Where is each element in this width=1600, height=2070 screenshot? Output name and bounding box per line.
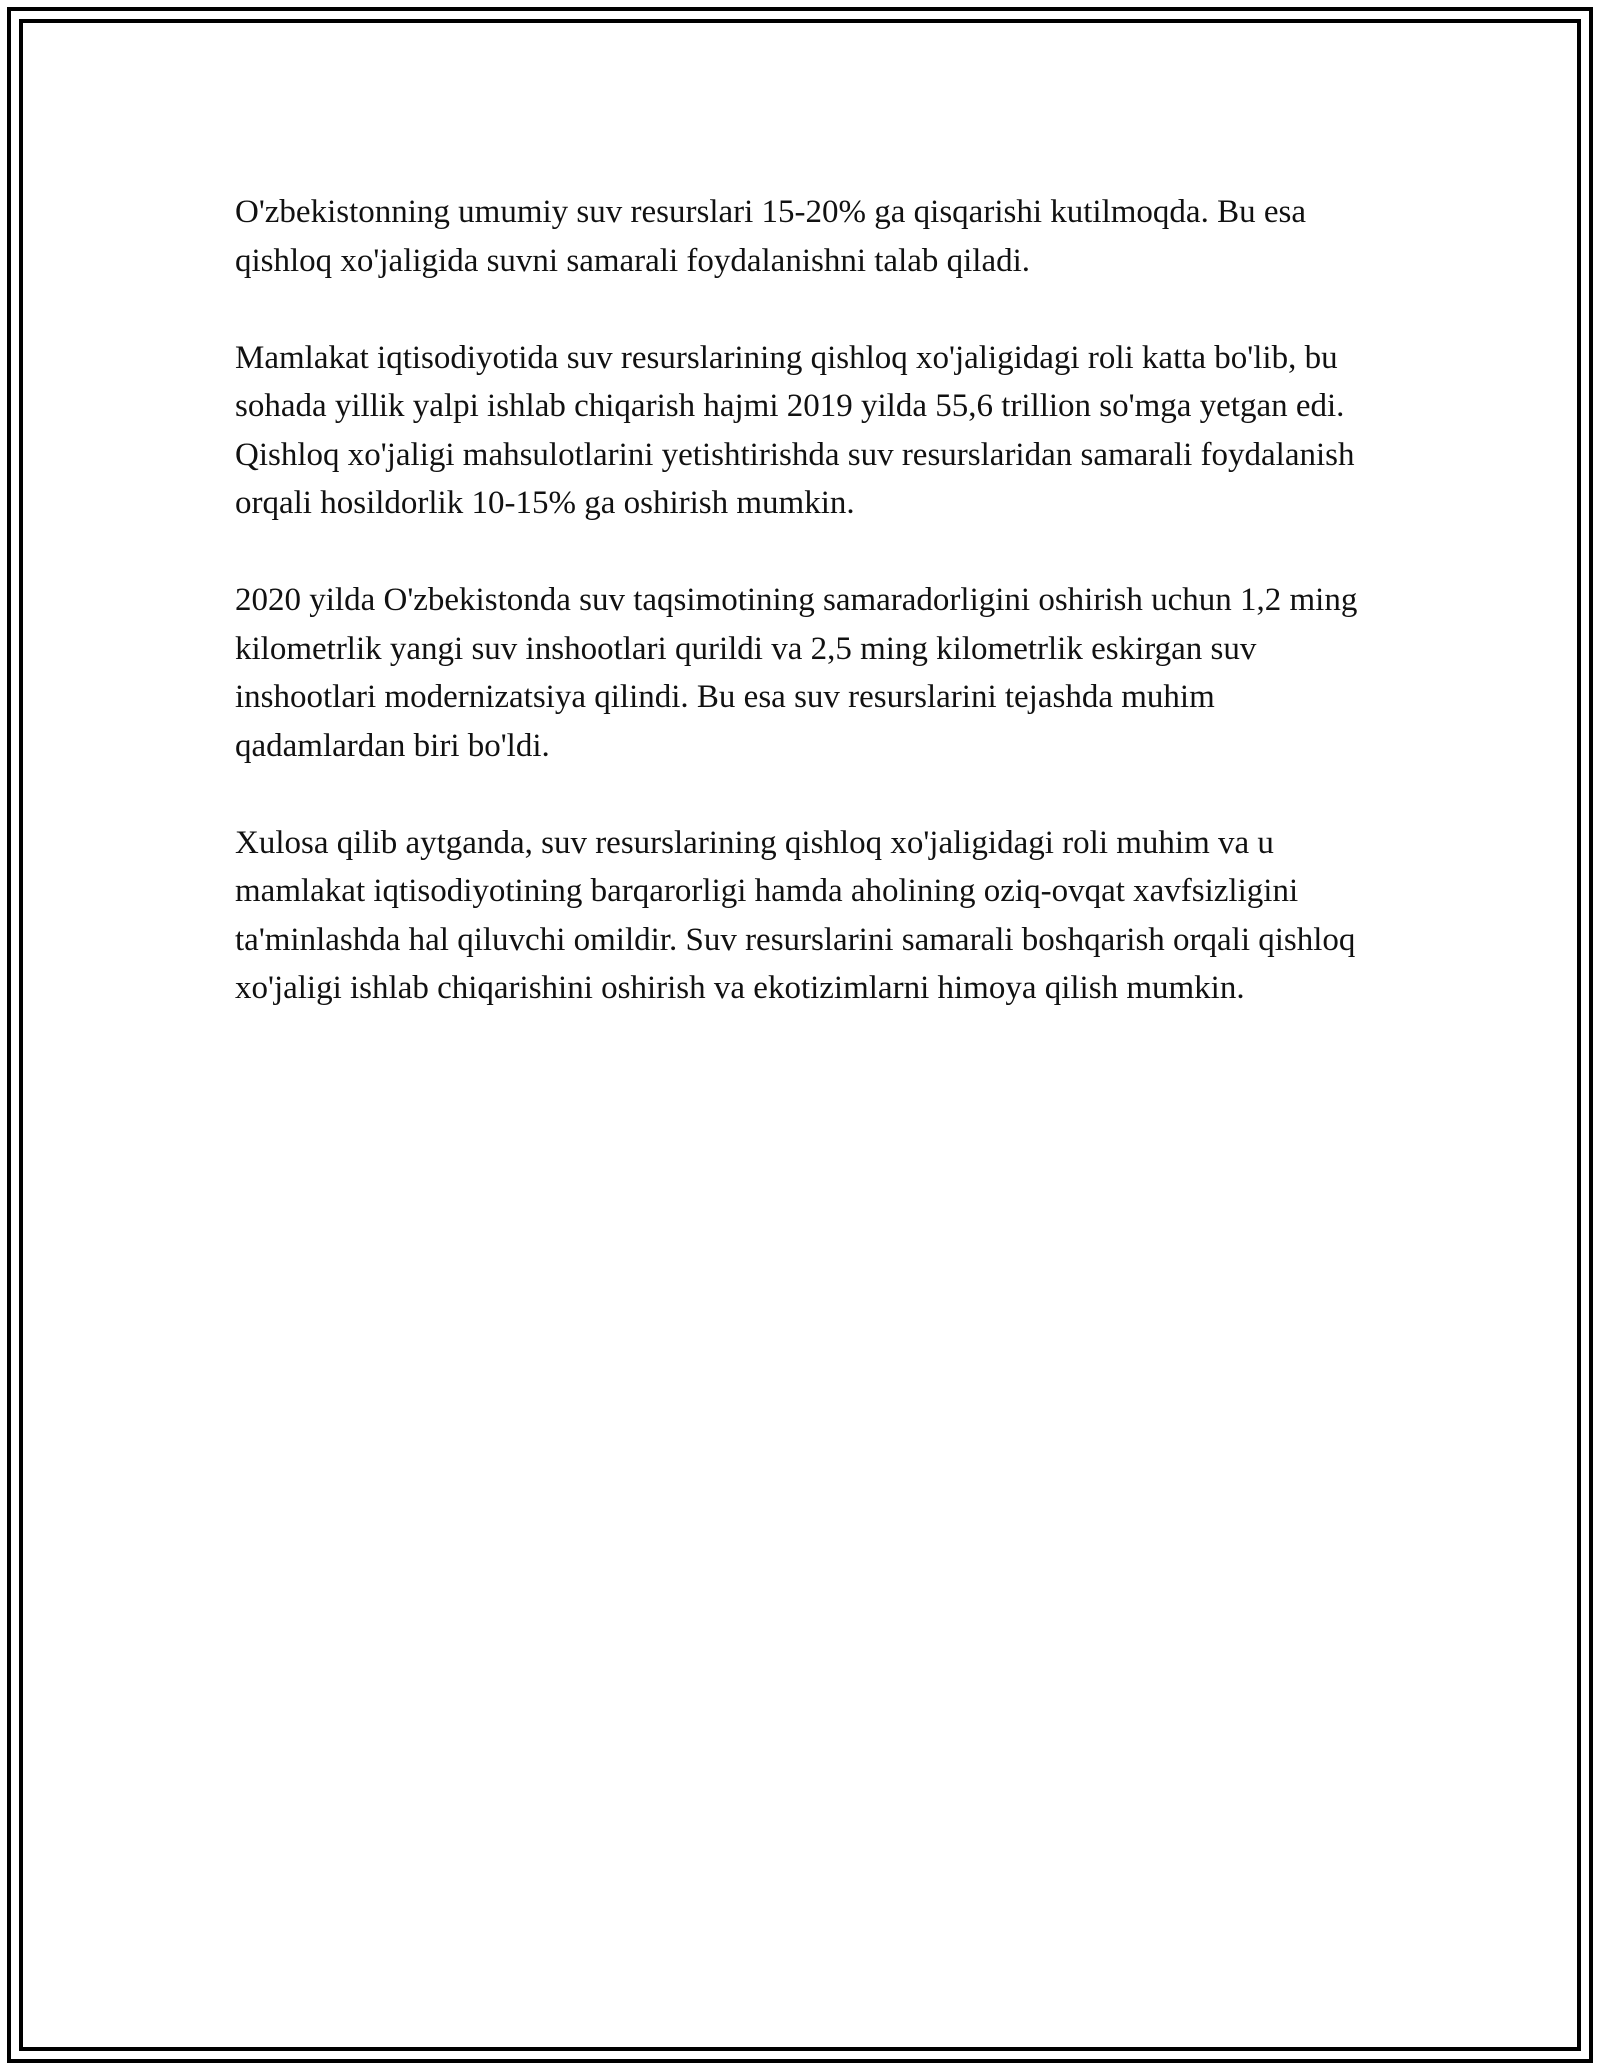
paragraph-2: Mamlakat iqtisodiyotida suv resurslarining qishloq xo'jaligidagi roli katta bo'lib, bu sohada yillik yalpi ishlab chiqarish hajmi 2019 yilda 55,6 trillion so'mga yetgan edi. Qishloq xo'jaligi mahsulotlarini yetishtirishda suv resurslaridan samarali foydalanish orqali hosildorlik 10-15% ga oshirish mumkin. [235,339,1355,521]
paragraph-1: O'zbekistonning umumiy suv resurslari 15-20% ga qisqarishi kutilmoqda. Bu esa qishloq xo'jaligida suvni samarali foydalanishni talab qiladi. [235,194,1306,279]
document-body [235,188,1375,1061]
paragraph-4: Xulosa qilib aytganda, suv resurslarining qishloq xo'jaligidagi roli muhim va u mamlakat iqtisodiyotining barqarorligi hamda aholining oziq-ovqat xavfsizligini ta'minlashda hal qiluvchi omildir. Suv resurslarini samarali boshqarish orqali qishloq xo'jaligi ishlab chiqarishini oshirish va ekotizimlarni himoya qilish mumkin. [235,824,1356,1006]
paragraph-3: 2020 yilda O'zbekistonda suv taqsimotining samaradorligini oshirish uchun 1,2 ming kilometrlik yangi suv inshootlari qurildi va 2,5 ming kilometrlik eskirgan suv inshootlari modernizatsiya qilindi. Bu esa suv resurslarini tejashda muhim qadamlardan biri bo'ldi. [235,582,1358,764]
